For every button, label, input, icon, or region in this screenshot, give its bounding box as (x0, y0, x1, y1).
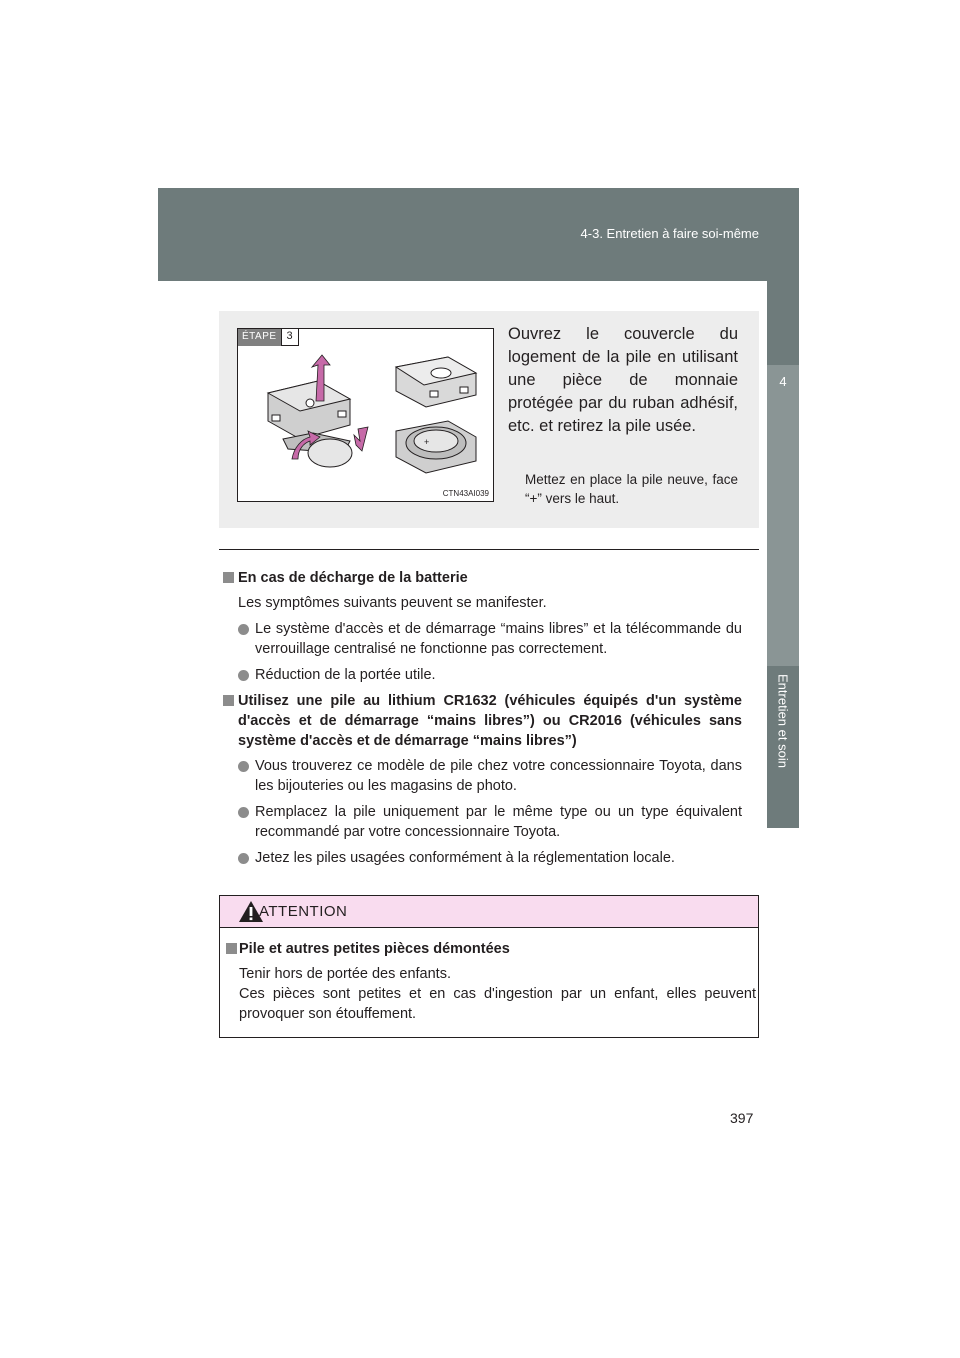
round-bullet-icon (238, 670, 249, 681)
step-figure (237, 328, 494, 502)
warning-title: ATTENTION (259, 903, 348, 920)
chapter-tab (767, 365, 799, 666)
body-text (222, 568, 742, 874)
warning-text (222, 964, 756, 1024)
key-battery-illustration (238, 341, 493, 501)
warning-header (220, 896, 758, 928)
section-title: 4-3. Entretien à faire soi-même (580, 226, 759, 241)
section-heading-text: Utilisez une pile au lithium CR1632 (véhicules équipés d'un système d'accès et de démarrage “mains libres”) ou CR2016 (véhicules sans système d'accès et de démarrage “mains libres”) (238, 693, 742, 749)
svg-text:+: + (424, 437, 430, 447)
warning-heading (222, 939, 756, 959)
chapter-label: Entretien et soin (775, 674, 791, 768)
round-bullet-icon (238, 853, 249, 864)
list-item-text: Le système d'accès et de démarrage “mains libres” et la télécommande du verrouillage centralisé ne fonctionne pas correctement. (255, 621, 742, 657)
list-item (222, 665, 742, 685)
list-item-text: Réduction de la portée utile. (255, 667, 436, 683)
list-item (222, 802, 742, 842)
page-number: 397 (730, 1110, 754, 1126)
square-bullet-icon (223, 695, 234, 706)
square-bullet-icon (223, 572, 234, 583)
section-heading-text: En cas de décharge de la batterie (238, 570, 468, 586)
divider (219, 549, 759, 550)
list-item (222, 848, 742, 868)
warning-box (219, 895, 759, 1038)
chapter-number: 4 (779, 374, 787, 389)
section-intro: Les symptômes suivants peuvent se manifester. (238, 595, 547, 611)
section-heading (222, 691, 742, 751)
list-item (222, 756, 742, 796)
figure-code: CTN43AI039 (442, 489, 489, 498)
list-item-text: Jetez les piles usagées conformément à la réglementation locale. (255, 850, 675, 866)
step-tag-label: ÉTAPE (238, 329, 281, 346)
round-bullet-icon (238, 807, 249, 818)
warning-body (222, 939, 756, 1024)
list-item-text: Vous trouverez ce modèle de pile chez votre concessionnaire Toyota, dans les bijouteries ou les magasins de photo. (255, 758, 742, 794)
square-bullet-icon (226, 943, 237, 954)
warning-line: Ces pièces sont petites et en cas d'ingestion par un enfant, elles peuvent provoquer son étouffement. (239, 986, 756, 1022)
round-bullet-icon (238, 761, 249, 772)
step-tag-number: 3 (281, 329, 299, 346)
section-heading (222, 568, 742, 588)
round-bullet-icon (238, 624, 249, 635)
list-item (222, 619, 742, 659)
warning-line: Tenir hors de portée des enfants. (239, 966, 451, 982)
step-instruction: Ouvrez le couvercle du logement de la pile en utilisant une pièce de monnaie protégée par du ruban adhésif, etc. et retirez la pile usée. (508, 325, 738, 435)
warning-heading-text: Pile et autres petites pièces démontées (239, 941, 510, 957)
list-item-text: Remplacez la pile uniquement par le même type ou un type équivalent recommandé par votre concessionnaire Toyota. (255, 804, 742, 840)
step-note: Mettez en place la pile neuve, face “+” vers le haut. (525, 472, 738, 506)
header-band (158, 188, 799, 281)
